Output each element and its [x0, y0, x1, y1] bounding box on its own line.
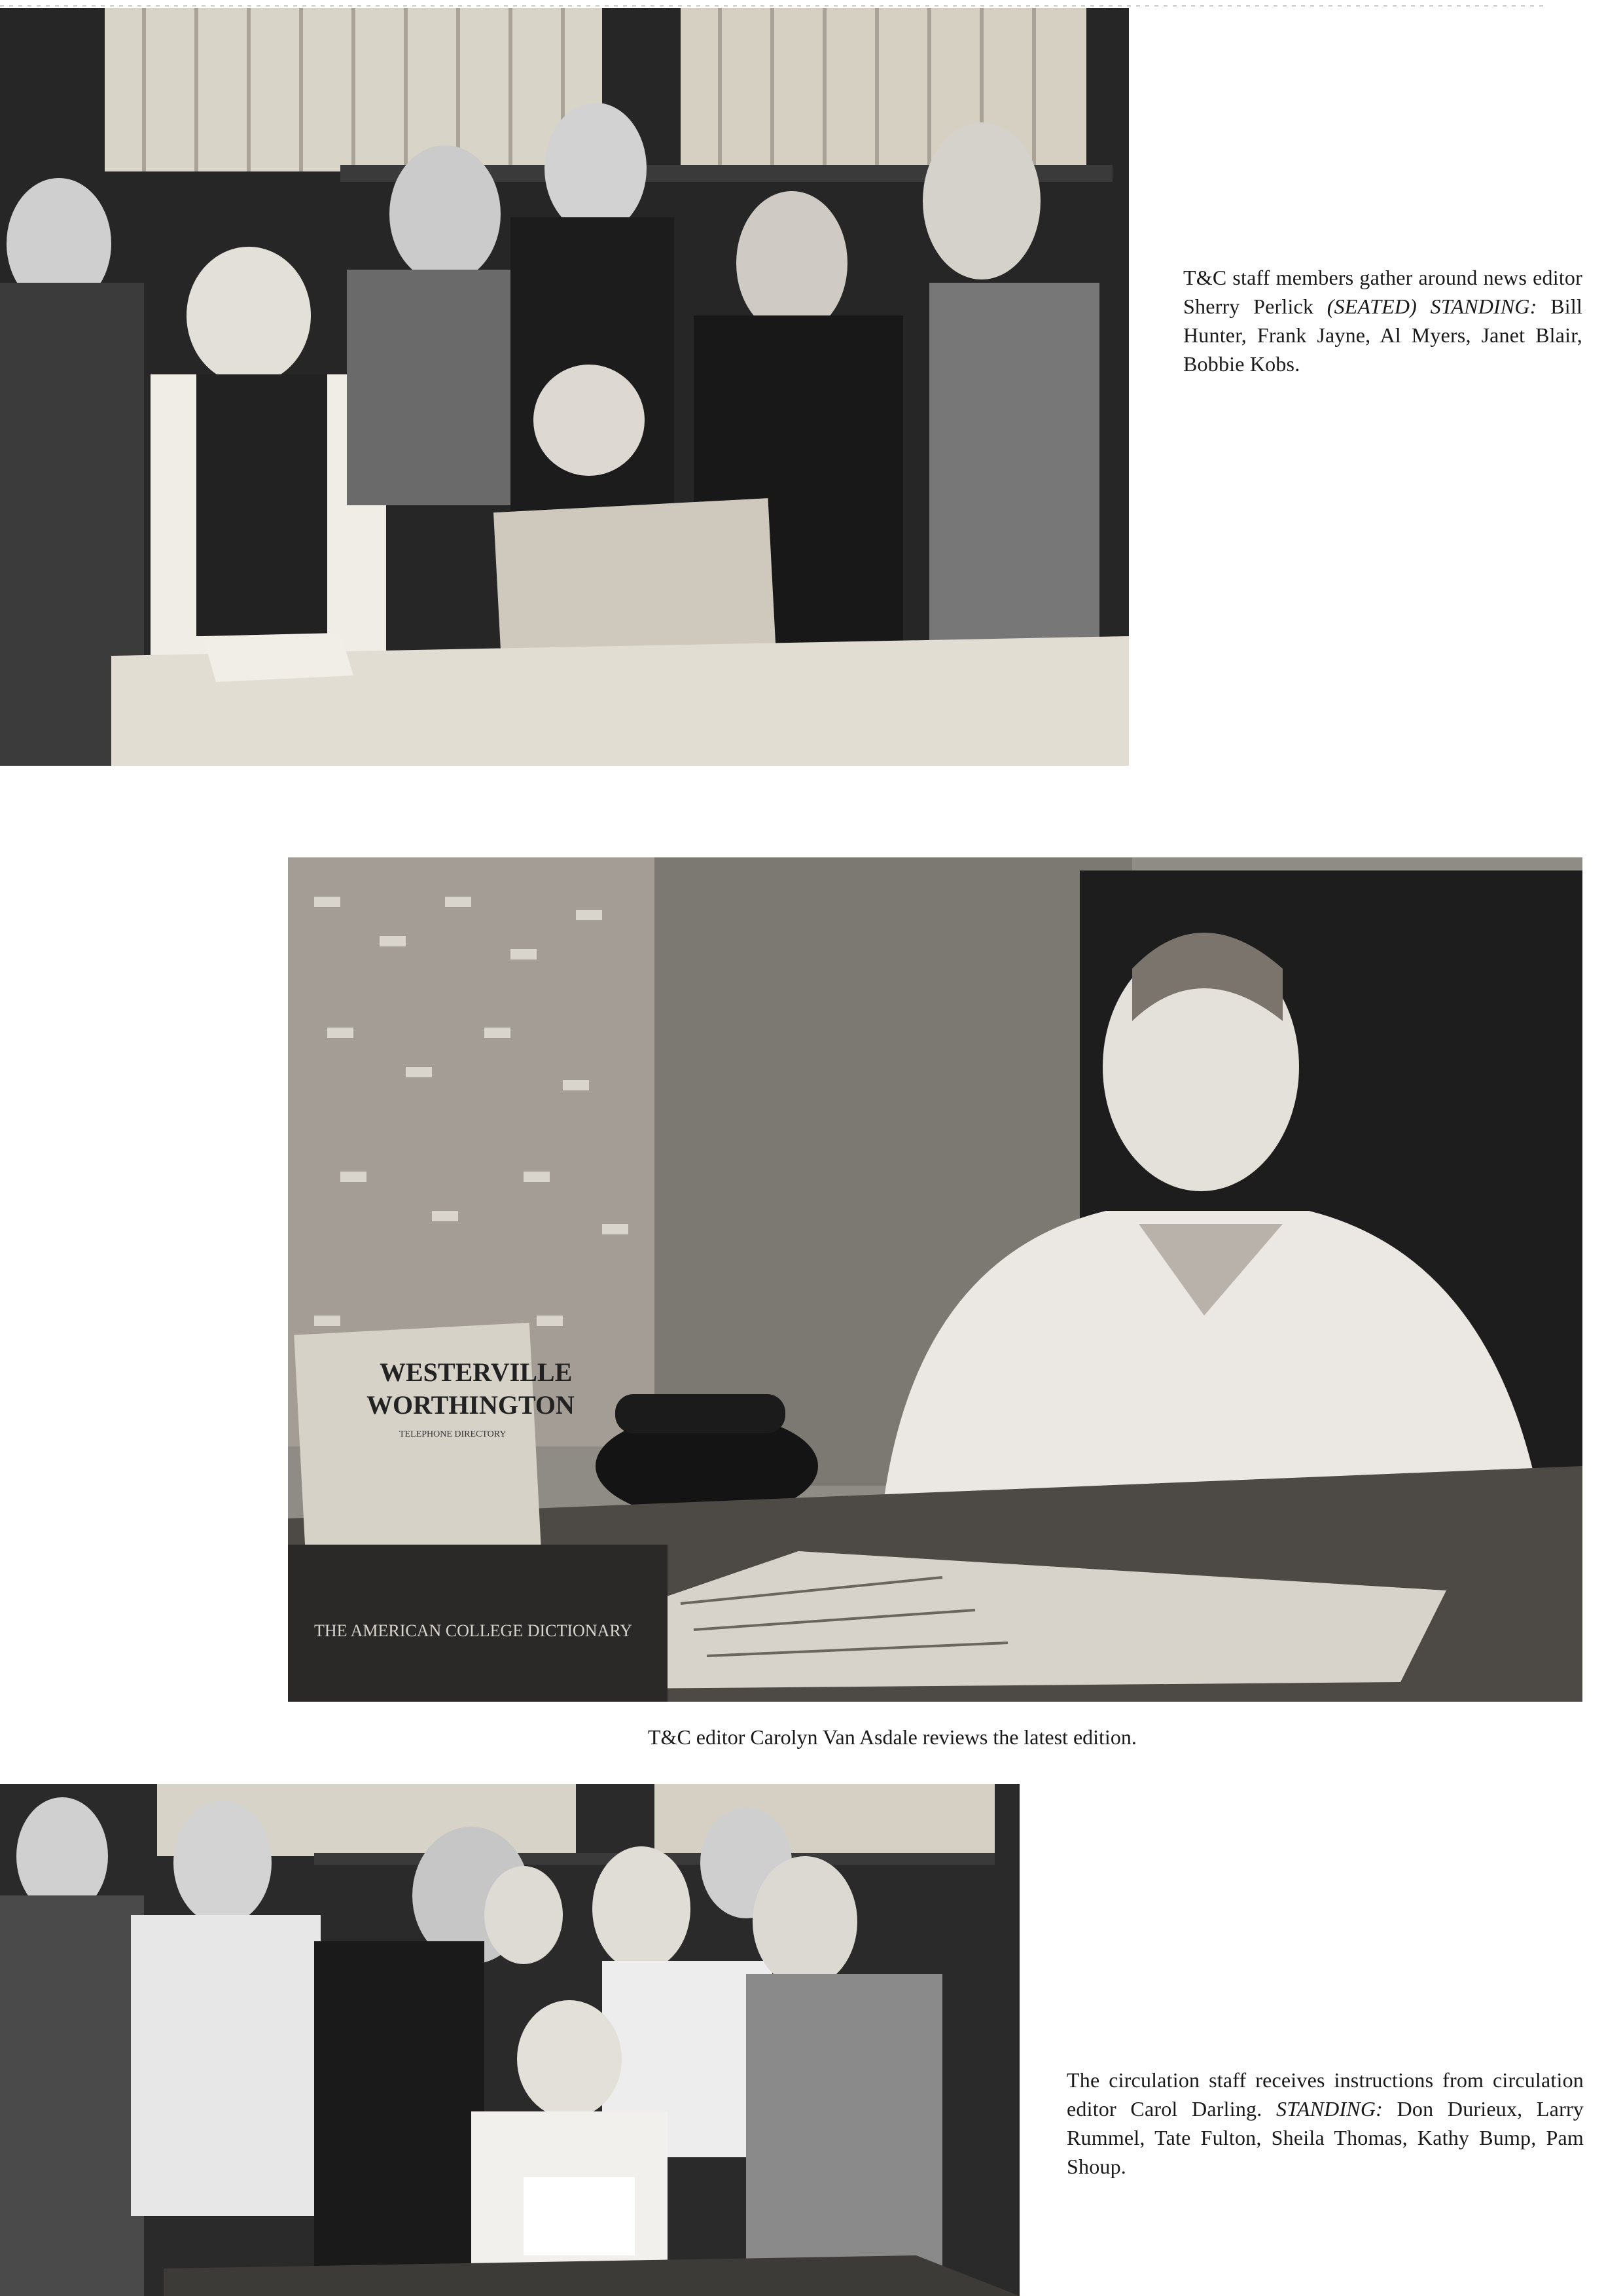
caption-tc-staff-standing: STANDING: [1430, 295, 1537, 318]
photo-circulation-staff [0, 1784, 1020, 2296]
photo-tc-staff-image [0, 8, 1129, 766]
caption-tc-editor [648, 1723, 1302, 1751]
caption-circulation-staff [1067, 2066, 1584, 2181]
caption-circulation-text: The circulation staff receives instructions from circulation editor Carol Darling. [1067, 2068, 1584, 2121]
photo-tc-staff [0, 8, 1129, 766]
caption-tc-editor-text: T&C editor Carolyn Van Asdale reviews the latest edition. [648, 1725, 1137, 1749]
photo-tc-editor-image [288, 857, 1582, 1702]
page-top-rule [0, 5, 1544, 7]
caption-circulation-names: Don Durieux, Larry Rummel, Tate Fulton, Sheila Thomas, Kathy Bump, Pam Shoup. [1067, 2097, 1584, 2178]
caption-tc-staff-names: Bill Hunter, Frank Jayne, Al Myers, Janet Blair, Bobbie Kobs. [1183, 295, 1583, 376]
photo-tc-editor [288, 857, 1582, 1702]
caption-tc-staff [1183, 263, 1582, 378]
dictionary-spine-title: THE AMERICAN COLLEGE DICTIONARY [314, 1621, 633, 1640]
directory-title-line2: WORTHINGTON [366, 1390, 575, 1420]
caption-tc-staff-text: T&C staff members gather around news editor Sherry Perlick [1183, 266, 1582, 318]
photo-circulation-staff-image [0, 1784, 1020, 2296]
caption-circulation-standing: STANDING: [1276, 2097, 1383, 2121]
caption-tc-staff-seated: (SEATED) [1327, 295, 1418, 318]
directory-title-line1: WESTERVILLE [380, 1357, 573, 1387]
directory-subtitle: TELEPHONE DIRECTORY [399, 1429, 507, 1439]
